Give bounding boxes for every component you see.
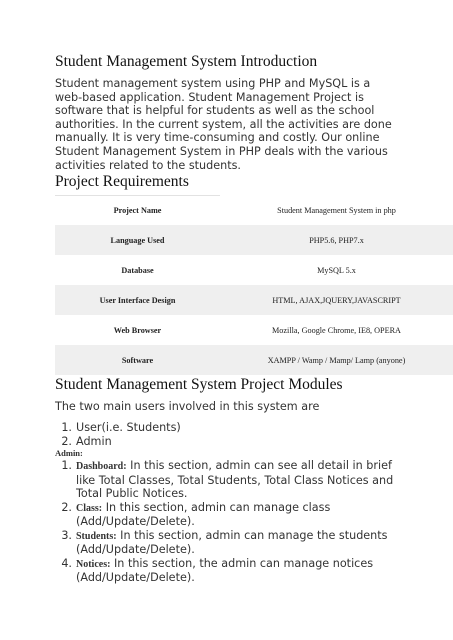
module-separator: : [98, 502, 103, 514]
module-separator: : [113, 530, 117, 542]
table-value: Mozilla, Google Chrome, IE8, OPERA [272, 325, 401, 335]
module-name: Class [76, 502, 99, 514]
list-text: Admin [76, 434, 112, 448]
table-key: Software [121, 355, 154, 365]
table-value: HTML, AJAX,JQUERY,JAVASCRIPT [272, 295, 401, 305]
table-key: Project Name [113, 205, 162, 215]
table-key: Database [121, 265, 154, 275]
table-value: MySQL 5.x [317, 265, 356, 275]
module-name: Dashboard [76, 461, 124, 472]
table-row [55, 255, 453, 285]
module-name: Students [76, 530, 114, 542]
requirements-heading: Project Requirements [55, 173, 189, 190]
table-row [55, 315, 453, 345]
intro-heading: Student Management System Introduction [55, 53, 318, 70]
module-description: In this section, admin can manage class (Add/Update/Delete). [76, 500, 331, 528]
list-item [55, 459, 405, 501]
module-description: In this section, admin can see all detail in brief like Total Classes, Total Students, Total Class Notices and Total Public Notices. [76, 459, 394, 500]
modules-heading: Student Management System Project Modules [55, 376, 343, 393]
table-key: User Interface Design [99, 295, 176, 305]
list-item [55, 435, 181, 449]
table-row [55, 195, 453, 225]
list-number: 1. [61, 421, 72, 434]
users-list [55, 421, 181, 448]
intro-paragraph: Student management system using PHP and MySQL is a web-based application. Student Management Project is software that is helpful for students as well as the school authorities. In the current system, all the activities are done manually. It is very time-consuming and costly. Our online Student Management System in PHP deals with the various activities related to the students. [55, 77, 392, 172]
list-number: 1. [61, 459, 72, 472]
table-value: XAMPP / Wamp / Mamp/ Lamp (anyone) [267, 355, 406, 365]
table-value: Student Management System in php [277, 205, 396, 215]
table-key: Language Used [110, 235, 165, 245]
admin-modules-list [55, 459, 405, 585]
module-separator: : [123, 461, 127, 472]
list-item [55, 529, 405, 557]
module-name: Notices [76, 558, 108, 570]
list-item [55, 557, 405, 585]
module-description: In this section, admin can manage the students (Add/Update/Delete). [76, 528, 388, 556]
list-number: 2. [61, 434, 72, 448]
list-item [55, 421, 181, 435]
table-value: PHP5.6, PHP7.x [309, 235, 364, 245]
table-row [55, 285, 453, 315]
module-separator: : [107, 558, 111, 570]
table-row [55, 225, 453, 255]
table-row [55, 345, 453, 375]
admin-label: Admin: [55, 448, 83, 458]
list-item [55, 501, 405, 529]
module-description: In this section, the admin can manage notices (Add/Update/Delete). [76, 556, 374, 584]
requirements-table [55, 195, 453, 375]
list-number: 3. [61, 528, 72, 542]
modules-intro: The two main users involved in this system are [55, 400, 320, 413]
list-number: 2. [61, 500, 72, 514]
table-key: Web Browser [113, 325, 162, 335]
list-number: 4. [61, 556, 72, 570]
list-text: User(i.e. Students) [76, 421, 181, 434]
